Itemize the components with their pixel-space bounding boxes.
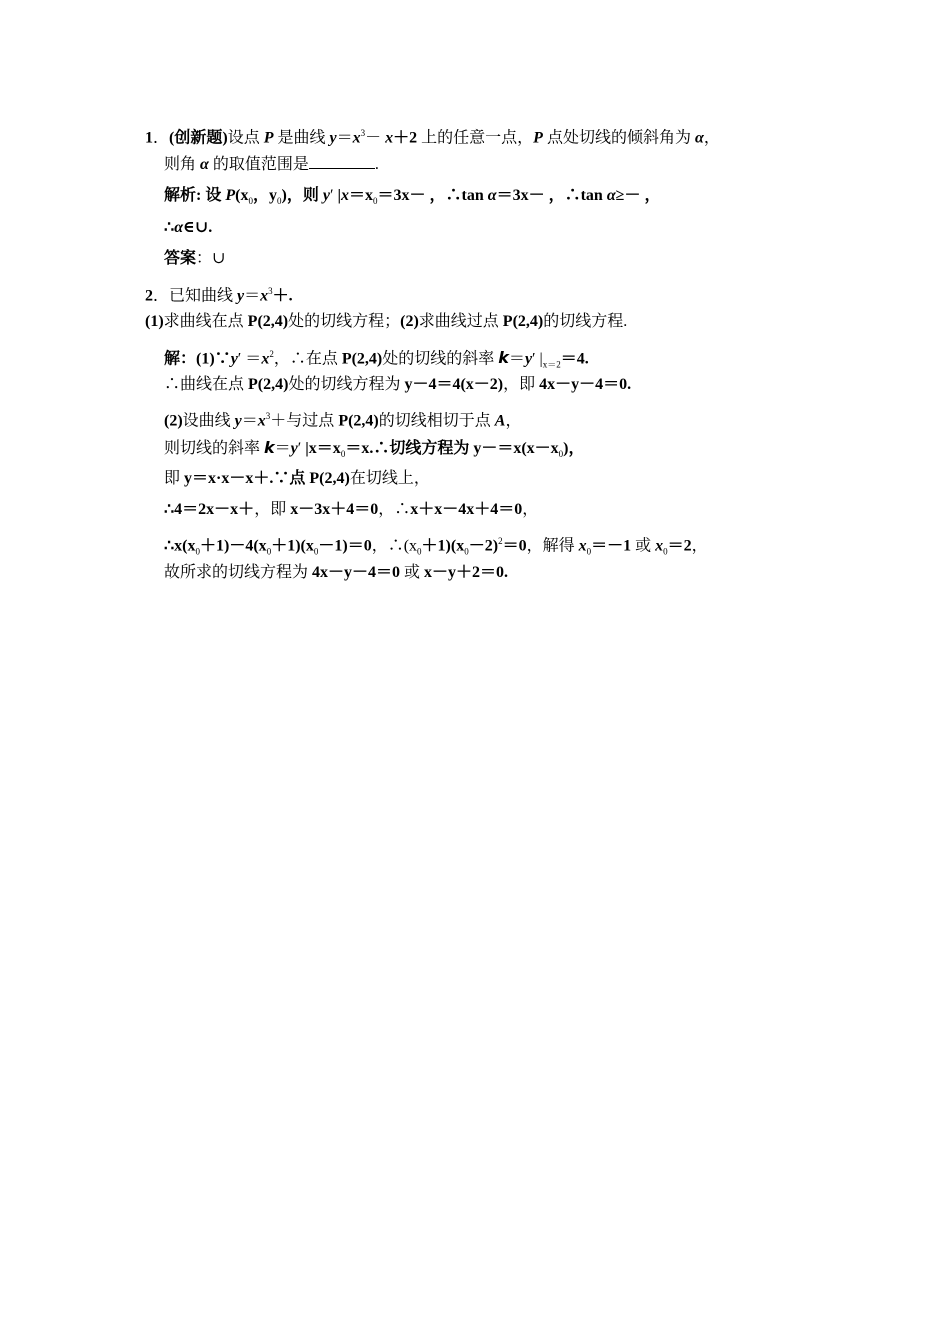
- text: ，: [505, 412, 522, 430]
- var-x: x: [261, 350, 270, 368]
- subscript: 0: [248, 196, 253, 207]
- superscript: 3: [265, 411, 271, 421]
- text: 求曲线过点: [418, 313, 503, 330]
- solution-1-line-2: [164, 217, 212, 239]
- solution-2-line-4: [164, 437, 585, 459]
- text: ：∪: [196, 250, 226, 267]
- var-y: y: [290, 440, 298, 457]
- subscript: 0: [558, 449, 564, 460]
- text: 即: [164, 470, 185, 487]
- var-y: y: [230, 350, 238, 368]
- subscript: 0: [586, 546, 592, 557]
- subscript: x＝2: [542, 359, 561, 370]
- solution-2-line-1: [164, 343, 589, 370]
- question-number: 2: [145, 287, 153, 305]
- text: ，∴在点: [273, 350, 342, 368]
- text: 的切线方程.: [543, 313, 628, 330]
- question-2-subparts: [145, 311, 627, 333]
- text: ∴: [164, 219, 175, 236]
- var-x: x: [655, 537, 664, 555]
- text: 则角: [164, 156, 201, 173]
- var-alpha: α: [174, 219, 184, 236]
- solution-2-line-2: [164, 374, 631, 396]
- solution-1-line-1: [164, 185, 660, 207]
- text: 是曲线: [273, 129, 330, 147]
- text: (2): [400, 313, 419, 330]
- text: ＝3x－ ，∴tan: [496, 187, 607, 204]
- text: 处的切线方程为: [288, 376, 405, 393]
- text: ＝: [241, 412, 258, 430]
- point-label: P(2,4): [502, 313, 544, 330]
- var-x: x: [260, 287, 269, 305]
- subscript: 0: [464, 546, 469, 557]
- var-p: P: [225, 187, 236, 204]
- superscript: 3: [268, 286, 273, 296]
- text: ∴曲线在点: [164, 376, 249, 393]
- equation: ＋1)(x: [421, 537, 465, 555]
- superscript: 2: [269, 349, 274, 359]
- subscript: 0: [417, 546, 422, 557]
- text: ′: [237, 350, 242, 368]
- text: |x＝x: [301, 440, 341, 457]
- equation: 4x－y－4＝0.: [539, 376, 632, 393]
- text: ＝: [508, 350, 525, 368]
- text: ＝: [244, 287, 261, 305]
- text: 则切线的斜率: [164, 440, 265, 457]
- text: ≥－ ，: [615, 187, 661, 204]
- text: 设曲线: [182, 412, 235, 430]
- subscript: 0: [276, 196, 282, 207]
- text: ，: [703, 129, 720, 147]
- equation: y－4＝4(x－2): [404, 376, 504, 393]
- text: ，y: [252, 187, 277, 204]
- text: 处的切线的斜率: [382, 350, 499, 368]
- var-alpha: α: [200, 156, 209, 173]
- point-label: P(2,4): [338, 412, 379, 430]
- point-label: P(2,4): [309, 470, 350, 487]
- text: －: [365, 129, 386, 147]
- text: |: [333, 187, 341, 204]
- equation: ∴4＝2x－x＋: [164, 501, 255, 518]
- solution-label: 解析:: [164, 187, 202, 204]
- text: 或: [631, 537, 656, 555]
- subscript: 0: [663, 546, 668, 557]
- text: 求曲线在点: [163, 313, 248, 330]
- equation: ＝0: [502, 537, 527, 555]
- solution-2-line-6: [164, 499, 538, 521]
- question-1-line-1: 1．(创新题)设点 P 是曲线 $y=x^3- x+2$ 上的任意一点，P 点处切线的倾斜角为 α，: [145, 128, 720, 147]
- var-a: A: [494, 412, 506, 430]
- var-p: P: [263, 129, 274, 147]
- var-alpha: α: [694, 129, 704, 147]
- text: ∵点: [273, 470, 310, 487]
- solution-label: 解: [164, 350, 181, 368]
- text: ＝: [274, 440, 291, 457]
- text: (2): [164, 412, 183, 430]
- answer-label: 答案: [164, 250, 197, 267]
- text: ＝: [241, 350, 262, 368]
- text: ：(1)∵: [180, 350, 231, 368]
- subscript: 0: [372, 196, 378, 207]
- equation: ＋1)－4(x: [200, 537, 267, 555]
- text: 的切线相切于点: [378, 412, 495, 430]
- var-y: y: [322, 187, 330, 204]
- solution-2-line-7: [164, 530, 708, 557]
- var-x: x: [340, 187, 349, 204]
- text: ′: [532, 350, 536, 368]
- equation: 4x－y－4＝0: [312, 564, 401, 581]
- var-x: x: [352, 129, 361, 147]
- text: ＋2: [393, 129, 418, 147]
- text: ．已知曲线: [153, 287, 238, 305]
- var-x: x: [385, 129, 394, 147]
- equation: －1)＝0: [318, 537, 372, 555]
- var-y: y: [524, 350, 533, 368]
- question-number: 1: [145, 129, 153, 147]
- equation: x－3x＋4＝0: [290, 501, 379, 518]
- var-alpha: α: [606, 187, 616, 204]
- text: 故所求的切线方程为: [164, 564, 313, 581]
- point-label: P(2,4): [247, 313, 289, 330]
- equation: y－＝x(x－x: [473, 440, 559, 457]
- subscript: 0: [266, 546, 272, 557]
- subscript: 0: [340, 449, 346, 460]
- equation: ＋1)(x: [271, 537, 314, 555]
- text: 在切线上，: [349, 470, 430, 487]
- text: )，则: [281, 187, 323, 204]
- equation: x＋x－4x＋4＝0: [410, 501, 523, 518]
- superscript: 3: [360, 128, 366, 138]
- text: ，: [522, 501, 539, 518]
- var-alpha: α: [487, 187, 497, 204]
- text: 或: [400, 564, 425, 581]
- text: 处的切线方程；: [288, 313, 401, 330]
- solution-2-line-5: [164, 468, 430, 490]
- text: (1): [145, 313, 164, 330]
- var-x: x: [257, 412, 266, 430]
- var-p: P: [533, 129, 543, 147]
- text: ，∴(x: [371, 537, 418, 555]
- text: ′: [297, 440, 302, 457]
- text: ，: [691, 537, 708, 555]
- question-1-line-2: [164, 154, 379, 176]
- equation: ＝2: [667, 537, 692, 555]
- text: .: [374, 156, 379, 173]
- point-label: P(2,4): [341, 350, 383, 368]
- text: 设点: [227, 129, 264, 147]
- equation: －2): [468, 537, 499, 555]
- text: ，∴: [378, 501, 411, 518]
- text: ，即: [254, 501, 291, 518]
- question-tag: (创新题): [169, 129, 228, 147]
- text: ，解得: [526, 537, 579, 555]
- var-y: y: [234, 412, 242, 430]
- var-k: k: [264, 438, 275, 457]
- text: 的取值范围是: [208, 156, 309, 173]
- var-y: y: [329, 129, 337, 147]
- answer-blank: [309, 154, 375, 169]
- question-2: [145, 280, 293, 305]
- text: ＝4.: [560, 350, 589, 368]
- text: ，即: [503, 376, 540, 393]
- text: )，: [563, 440, 585, 457]
- text: ＋.: [272, 287, 293, 305]
- equation: ＝－1: [591, 537, 632, 555]
- point-label: P(2,4): [248, 376, 289, 393]
- superscript: 2: [498, 536, 503, 546]
- subscript: 0: [195, 546, 201, 557]
- var-x: x: [578, 537, 587, 555]
- text: ＝x: [348, 187, 373, 204]
- text: ＋与过点: [270, 412, 339, 430]
- text: ＝3x－ ，∴tan: [377, 187, 488, 204]
- text: (x: [235, 187, 249, 204]
- var-k: k: [498, 348, 509, 368]
- equation: x－y＋2＝0.: [424, 564, 509, 581]
- text: 上的任意一点，: [417, 129, 534, 147]
- text: ＝: [336, 129, 353, 147]
- solution-2-line-8: [164, 562, 508, 584]
- equation: ∴x(x: [164, 537, 196, 555]
- text: 点处切线的倾斜角为: [542, 129, 695, 147]
- var-y: y: [237, 287, 245, 305]
- text: ＝x.∴切线方程为: [345, 440, 474, 457]
- text: ∈∪.: [183, 219, 213, 236]
- text: ′: [329, 187, 334, 204]
- text: 设: [201, 187, 226, 204]
- answer-1: [164, 248, 225, 270]
- text: |: [535, 350, 543, 368]
- solution-2-line-3: [164, 405, 522, 430]
- subscript: 0: [313, 546, 319, 557]
- equation: y＝x·x－x＋.: [184, 470, 274, 487]
